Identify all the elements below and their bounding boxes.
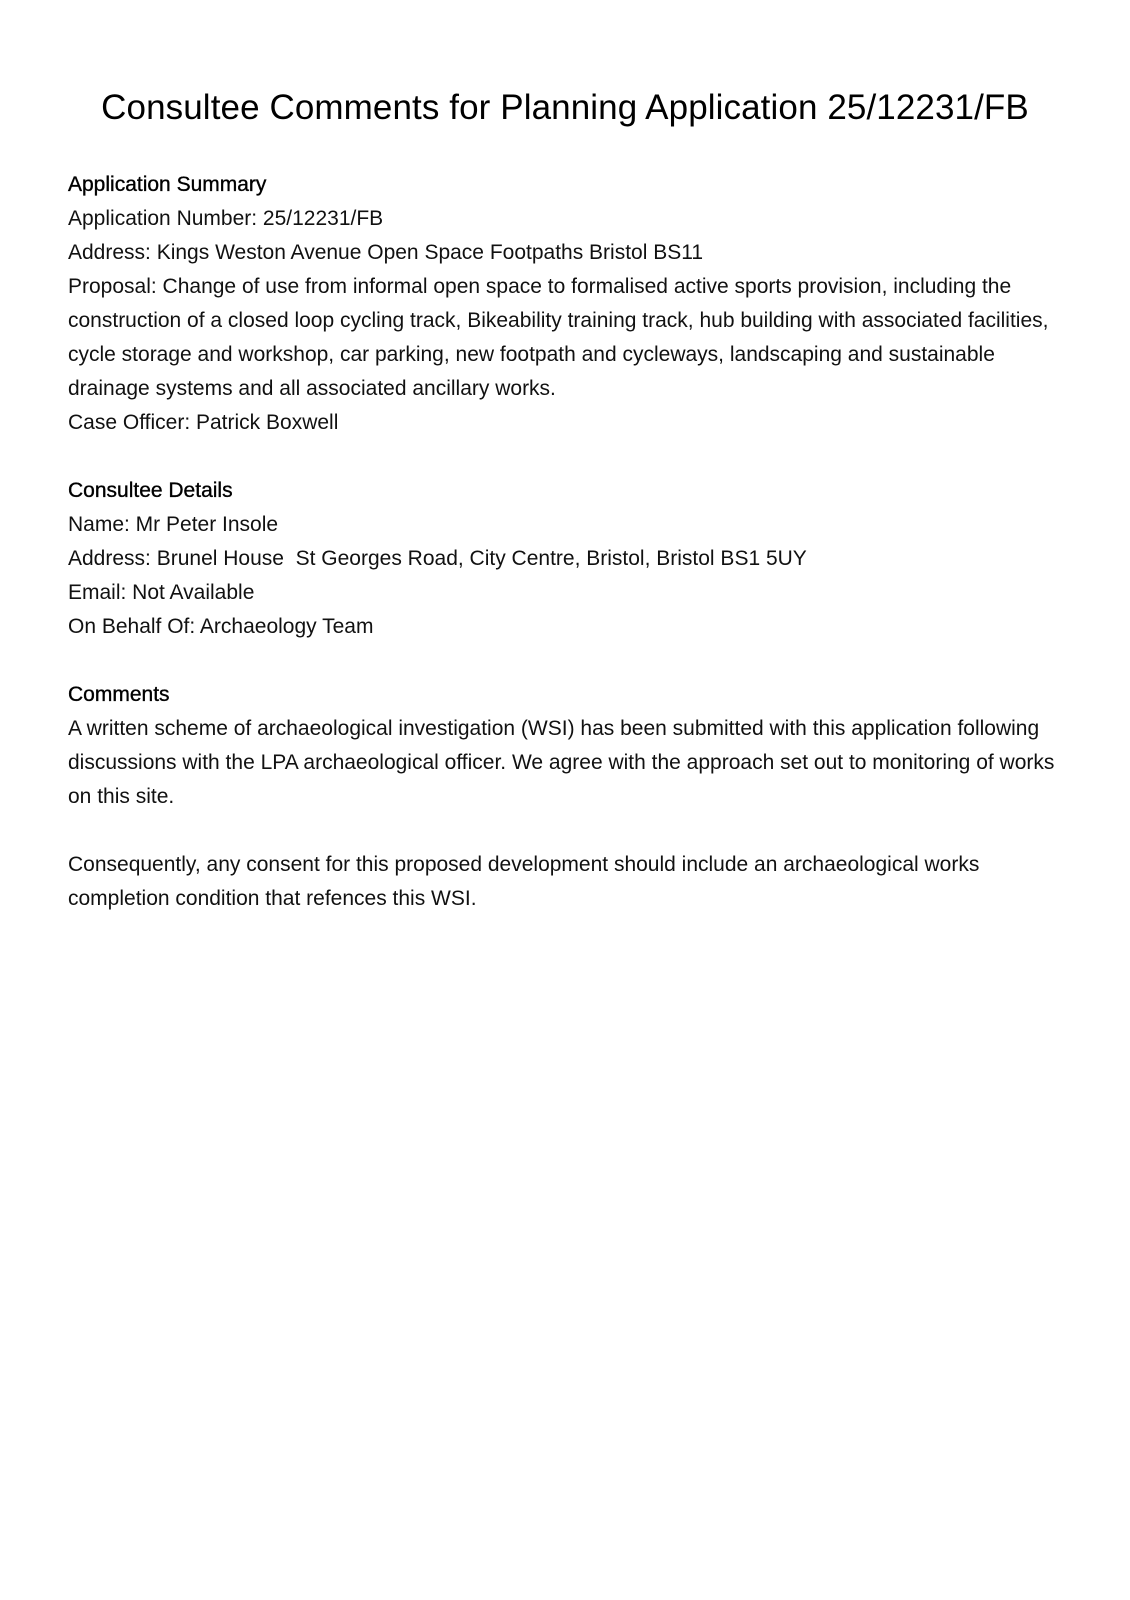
case-officer: Case Officer: Patrick Boxwell xyxy=(68,411,339,434)
consultee-address: Address: Brunel House St Georges Road, City Centre, Bristol, Bristol BS1 5UY xyxy=(68,547,807,570)
application-summary-heading: Application Summary xyxy=(68,173,267,196)
application-proposal: Proposal: Change of use from informal open space to formalised active sports provision, including the construction of a closed loop cycling track, Bikeability training track, hub building with associated facilities, cycle storage and workshop, car parking, new footpath and cycleways, landscaping and sustainable drainage systems and all associated ancillary works. xyxy=(68,275,1049,400)
consultee-details-heading: Consultee Details xyxy=(68,479,233,502)
comments-section xyxy=(68,678,1062,916)
consultee-details-section xyxy=(68,474,1062,644)
application-address: Address: Kings Weston Avenue Open Space Footpaths Bristol BS11 xyxy=(68,241,704,264)
comments-heading: Comments xyxy=(68,683,170,706)
comment-paragraph: Consequently, any consent for this proposed development should include an archaeological works completion condition that refences this WSI. xyxy=(68,853,980,910)
application-number: Application Number: 25/12231/FB xyxy=(68,207,384,230)
document-title: Consultee Comments for Planning Application 25/12231/FB xyxy=(101,88,1029,127)
consultee-on-behalf-of: On Behalf Of: Archaeology Team xyxy=(68,615,374,638)
application-summary-section xyxy=(68,168,1062,440)
consultee-email: Email: Not Available xyxy=(68,581,255,604)
comment-paragraph: A written scheme of archaeological investigation (WSI) has been submitted with this application following discussions with the LPA archaeological officer. We agree with the approach set out to monitoring of works on this site. xyxy=(68,717,1055,808)
consultee-name: Name: Mr Peter Insole xyxy=(68,513,279,536)
